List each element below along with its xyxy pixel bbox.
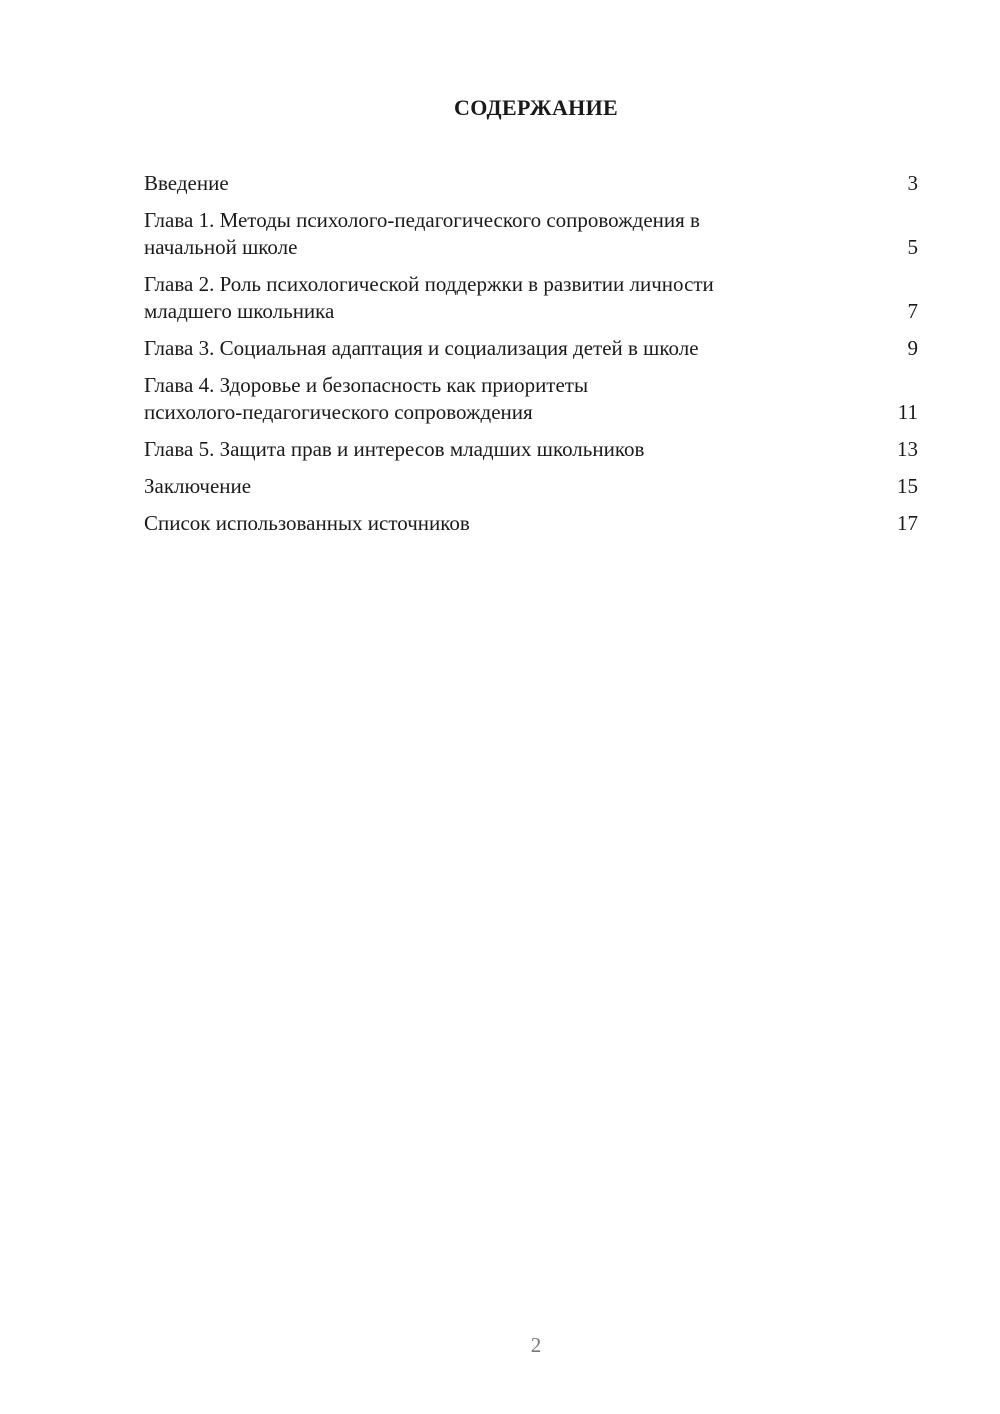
toc-entry-chapter-3 xyxy=(144,335,918,362)
toc-entry-page: 13 xyxy=(897,437,918,461)
toc-entry-page: 11 xyxy=(897,400,918,424)
page-number: 2 xyxy=(530,1333,542,1357)
toc-entry-page: 9 xyxy=(907,336,918,360)
toc-entry-chapter-2 xyxy=(144,271,918,325)
toc-entry-text: Глава 1. Методы психолого-педагогического сопровождения в начальной школе xyxy=(144,208,700,259)
toc-entry-page: 5 xyxy=(907,235,918,259)
toc-entry-text: Введение xyxy=(144,171,229,195)
toc-entry-page: 3 xyxy=(907,171,918,195)
toc-entry-text: Заключение xyxy=(144,474,252,498)
table-of-contents xyxy=(144,170,918,547)
toc-entry-text: Глава 2. Роль психологической поддержки в развитии личности младшего школьника xyxy=(144,272,714,323)
toc-entry-page: 7 xyxy=(907,299,918,323)
toc-entry-chapter-5 xyxy=(144,436,918,463)
toc-entry-introduction xyxy=(144,170,918,197)
toc-entry-text: Глава 5. Защита прав и интересов младших школьников xyxy=(144,437,645,461)
toc-entry-conclusion xyxy=(144,473,918,500)
toc-entry-page: 17 xyxy=(897,511,918,535)
toc-entry-text: Список использованных источников xyxy=(144,511,470,535)
toc-entry-text: Глава 4. Здоровье и безопасность как приоритеты психолого-педагогического сопровождения xyxy=(144,373,589,424)
toc-entry-chapter-4 xyxy=(144,372,918,426)
page-title: СОДЕРЖАНИЕ xyxy=(454,95,618,120)
toc-entry-text: Глава 3. Социальная адаптация и социализация детей в школе xyxy=(144,336,699,360)
toc-entry-chapter-1 xyxy=(144,207,918,261)
toc-entry-references xyxy=(144,510,918,537)
toc-entry-page: 15 xyxy=(897,474,918,498)
